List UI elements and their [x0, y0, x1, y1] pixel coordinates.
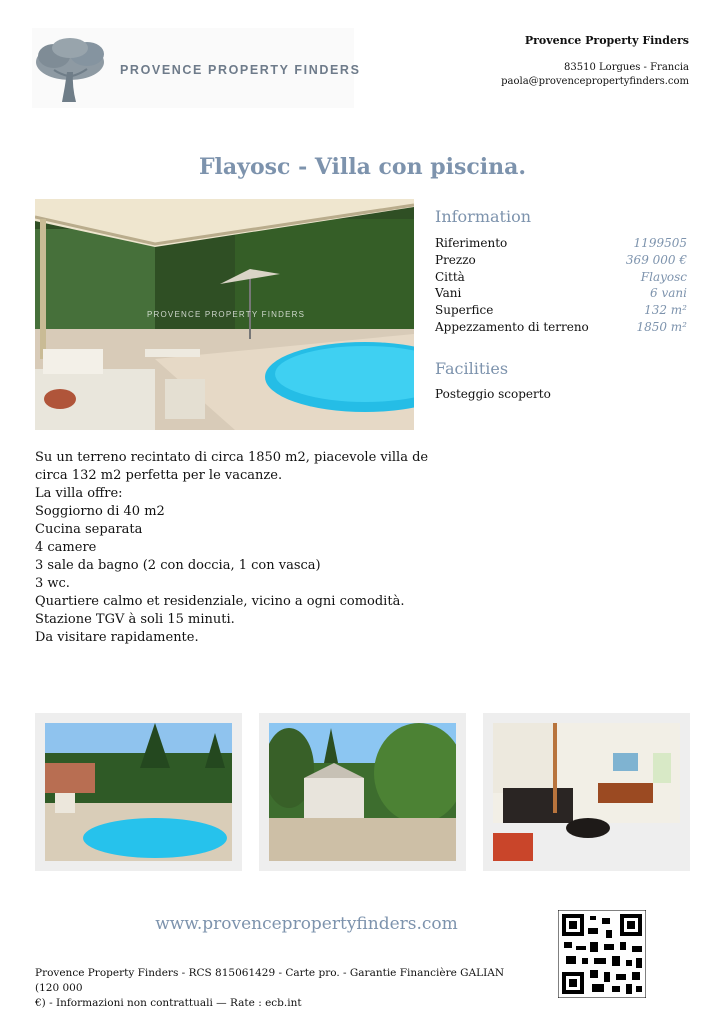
description-line: La villa offre:	[35, 486, 123, 501]
info-row-surface	[435, 302, 687, 319]
agency-address: 83510 Lorgues - Francia	[564, 62, 689, 73]
photo-watermark: PROVENCE PROPERTY FINDERS	[147, 310, 306, 319]
description-line: Su un terreno recintato di circa 1850 m2, piacevole villa de	[35, 450, 429, 465]
description-line: Stazione TGV à soli 15 minuti.	[35, 612, 235, 627]
info-label: Città	[435, 269, 465, 284]
info-label: Superfice	[435, 303, 494, 318]
info-label: Vani	[435, 286, 462, 301]
legal-footer	[35, 966, 530, 1011]
description-line: circa 132 m2 perfetta per le vacanze.	[35, 468, 283, 483]
description-line: Da visitare rapidamente.	[35, 630, 199, 645]
qr-code[interactable]	[558, 910, 646, 998]
info-value: 369 000 €	[625, 252, 687, 267]
info-label: Appezzamento di terreno	[435, 319, 589, 334]
legal-line: €) - Informazioni non contrattuali — Rate : ecb.int	[35, 997, 302, 1009]
logo-wordmark: PROVENCE PROPERTY FINDERS	[120, 63, 361, 77]
description-line: 4 camere	[35, 540, 97, 555]
agency-logo	[32, 28, 361, 108]
info-label: Riferimento	[435, 236, 508, 250]
description-line: 3 sale da bagno (2 con doccia, 1 con vasca)	[35, 558, 321, 573]
info-value: 132 m²	[644, 303, 687, 318]
listing-description	[35, 449, 435, 647]
information-heading: Information	[435, 207, 532, 226]
legal-line: Provence Property Finders - RCS 815061429 - Carte pro. - Garantie Financière GALIAN (120 000	[35, 967, 505, 994]
website-link[interactable]: www.provencepropertyfinders.com	[155, 914, 458, 934]
listing-title: Flayosc - Villa con piscina.	[198, 154, 527, 180]
description-line: Quartiere calmo et residenziale, vicino a ogni comodità.	[35, 594, 405, 609]
thumbnail-living-room[interactable]	[483, 713, 690, 871]
info-row-rooms	[435, 285, 687, 302]
info-row-city	[435, 269, 687, 286]
info-row-price	[435, 252, 687, 269]
agency-name: Provence Property Finders	[524, 34, 689, 47]
agency-email[interactable]: paola@provencepropertyfinders.com	[501, 76, 689, 87]
info-value: 1199505	[633, 236, 687, 250]
facility-item: Posteggio scoperto	[435, 387, 551, 401]
facilities-heading: Facilities	[435, 359, 509, 378]
description-line: Cucina separata	[35, 522, 143, 537]
description-line: 3 wc.	[35, 576, 70, 591]
info-label: Prezzo	[435, 252, 476, 267]
info-value: 1850 m²	[636, 319, 687, 334]
thumbnail-exterior[interactable]	[259, 713, 466, 871]
info-value: 6 vani	[650, 286, 687, 301]
main-photo-pool-terrace[interactable]	[35, 199, 414, 430]
agency-contact	[501, 61, 689, 89]
thumbnail-pool[interactable]	[35, 713, 242, 871]
olive-tree-icon	[32, 32, 112, 106]
info-row-land	[435, 319, 687, 336]
information-table	[435, 235, 687, 336]
info-row-reference	[435, 235, 687, 252]
info-value: Flayosc	[640, 269, 687, 284]
description-line: Soggiorno di 40 m2	[35, 504, 165, 519]
